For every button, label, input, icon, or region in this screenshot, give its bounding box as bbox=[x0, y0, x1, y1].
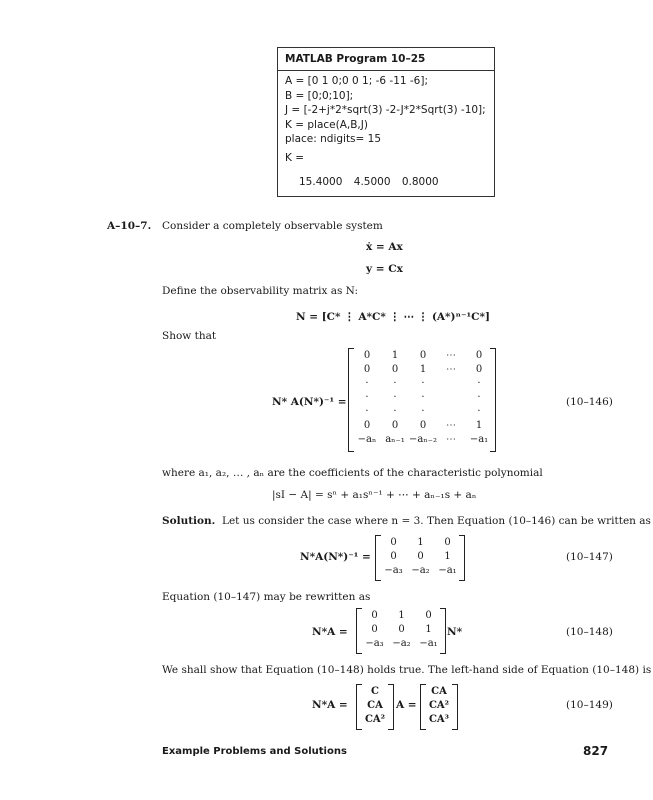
matrix-148 bbox=[356, 608, 446, 654]
shall-text: We shall show that Equation (10–148) holds true. The left-hand side of Equation (10–148) is bbox=[162, 664, 652, 676]
eq146-lhs: N* A(N*)⁻¹ = bbox=[272, 396, 347, 408]
matrix-cell: · bbox=[421, 406, 425, 417]
matrix-cell: · bbox=[477, 406, 481, 417]
observability-matrix: N = [C* ⋮ A*C* ⋮ ⋯ ⋮ (A*)ⁿ⁻¹C*] bbox=[296, 311, 490, 323]
matrix-cell: 1 bbox=[425, 624, 432, 635]
program-code bbox=[285, 74, 486, 165]
matlab-program-box bbox=[277, 47, 495, 197]
matrix-cell: CA bbox=[367, 700, 383, 711]
matrix-149-right bbox=[420, 684, 458, 730]
matrix-cell: 0 bbox=[363, 364, 371, 375]
matrix-cell: · bbox=[365, 378, 369, 389]
matrix-cell: −aₙ₋₂ bbox=[409, 434, 437, 445]
define-text: Define the observability matrix as N: bbox=[162, 285, 359, 297]
matrix-cell: C bbox=[371, 686, 379, 697]
matrix-cell: ⋯ bbox=[446, 420, 456, 431]
matrix-cell: 0 bbox=[390, 537, 397, 548]
program-output: 15.4000 4.5000 0.8000 bbox=[299, 176, 439, 188]
program-title: MATLAB Program 10–25 bbox=[278, 48, 494, 71]
problem-label: A–10–7. bbox=[107, 220, 152, 232]
show-text: Show that bbox=[162, 330, 217, 342]
matrix-cell: 1 bbox=[417, 537, 424, 548]
eq147-lhs: N*A(N*)⁻¹ = bbox=[300, 551, 371, 563]
matrix-cell: 0 bbox=[363, 350, 371, 361]
code-line: A = [0 1 0;0 0 1; -6 -11 -6]; bbox=[285, 75, 428, 87]
eq148-rhs: N* bbox=[447, 626, 463, 638]
matrix-cell: 0 bbox=[475, 364, 483, 375]
matrix-cell: 0 bbox=[391, 364, 399, 375]
matrix-cell: 0 bbox=[419, 350, 427, 361]
matrix-cell: −a₁ bbox=[469, 434, 489, 445]
eqnum-149: (10–149) bbox=[566, 699, 613, 711]
matrix-cell: 0 bbox=[398, 624, 405, 635]
eqnum-146: (10–146) bbox=[566, 396, 613, 408]
eq149-lhs: N*A = bbox=[312, 699, 348, 711]
matrix-cell: 0 bbox=[425, 610, 432, 621]
matrix-cell: −a₃ bbox=[384, 565, 403, 576]
matrix-cell: CA² bbox=[364, 714, 386, 725]
eq149-mid: A = bbox=[396, 699, 417, 711]
matrix-cell: −a₁ bbox=[419, 638, 438, 649]
matrix-cell: 0 bbox=[371, 610, 378, 621]
matrix-cell: CA² bbox=[428, 700, 450, 711]
solution-text: Let us consider the case where n = 3. Then Equation (10–146) can be written as bbox=[222, 515, 651, 527]
characteristic-polynomial: |sI − A| = sⁿ + a₁sⁿ⁻¹ + ⋯ + aₙ₋₁s + aₙ bbox=[272, 489, 477, 501]
output-equation: y = Cx bbox=[366, 263, 403, 275]
matrix-149-left bbox=[356, 684, 394, 730]
matrix-cell: 0 bbox=[391, 420, 399, 431]
matrix-cell: 1 bbox=[475, 420, 483, 431]
matrix-cell: −a₃ bbox=[365, 638, 384, 649]
matrix-cell: ⋯ bbox=[446, 364, 456, 375]
matrix-cell: 0 bbox=[363, 420, 371, 431]
code-line: B = [0;0;10]; bbox=[285, 89, 354, 102]
matrix-cell: 0 bbox=[417, 551, 424, 562]
code-line: J = [-2+j*2*sqrt(3) -2-J*2*Sqrt(3) -10]; bbox=[285, 104, 486, 116]
eqnum-148: (10–148) bbox=[566, 626, 613, 638]
code-line: K = place(A,B,J) bbox=[285, 118, 368, 131]
matrix-cell: 1 bbox=[444, 551, 451, 562]
matrix-cell: 1 bbox=[419, 364, 427, 375]
matrix-cell: · bbox=[477, 378, 481, 389]
footer-section: Example Problems and Solutions bbox=[162, 746, 347, 757]
where-text: where a₁, a₂, … , aₙ are the coefficients of the characteristic polynomial bbox=[162, 467, 543, 479]
matrix-cell: ⋯ bbox=[446, 434, 456, 445]
matrix-cell: · bbox=[477, 392, 481, 403]
matrix-cell: CA³ bbox=[428, 714, 450, 725]
matrix-cell: 0 bbox=[390, 551, 397, 562]
matrix-cell: · bbox=[365, 392, 369, 403]
matrix-cell: ⋯ bbox=[446, 350, 456, 361]
page-number: 827 bbox=[583, 744, 609, 758]
state-equation: ẋ = Ax bbox=[366, 241, 403, 253]
matrix-cell: aₙ₋₁ bbox=[385, 434, 405, 445]
matrix-cell: −a₁ bbox=[438, 565, 457, 576]
rewrite-text: Equation (10–147) may be rewritten as bbox=[162, 591, 371, 603]
problem-intro: Consider a completely observable system bbox=[162, 220, 383, 232]
matrix-cell: −a₂ bbox=[411, 565, 430, 576]
matrix-147 bbox=[375, 535, 465, 581]
matrix-cell: 0 bbox=[419, 420, 427, 431]
matrix-cell: 1 bbox=[398, 610, 405, 621]
matrix-cell: −aₙ bbox=[357, 434, 377, 445]
matrix-cell: 1 bbox=[391, 350, 399, 361]
matrix-cell: 0 bbox=[475, 350, 483, 361]
solution-label: Solution. bbox=[162, 515, 216, 527]
matrix-cell: 0 bbox=[444, 537, 451, 548]
matrix-cell: · bbox=[421, 392, 425, 403]
matrix-146 bbox=[348, 348, 496, 452]
matrix-cell: · bbox=[365, 406, 369, 417]
matrix-cell: · bbox=[393, 378, 397, 389]
matrix-cell: · bbox=[393, 392, 397, 403]
eq148-lhs: N*A = bbox=[312, 626, 348, 638]
matrix-cell: · bbox=[421, 378, 425, 389]
code-line: K = bbox=[285, 151, 305, 164]
matrix-cell: 0 bbox=[371, 624, 378, 635]
matrix-cell: · bbox=[393, 406, 397, 417]
matrix-cell: CA bbox=[431, 686, 447, 697]
matrix-cell: −a₂ bbox=[392, 638, 411, 649]
code-line: place: ndigits= 15 bbox=[285, 133, 382, 145]
eqnum-147: (10–147) bbox=[566, 551, 613, 563]
